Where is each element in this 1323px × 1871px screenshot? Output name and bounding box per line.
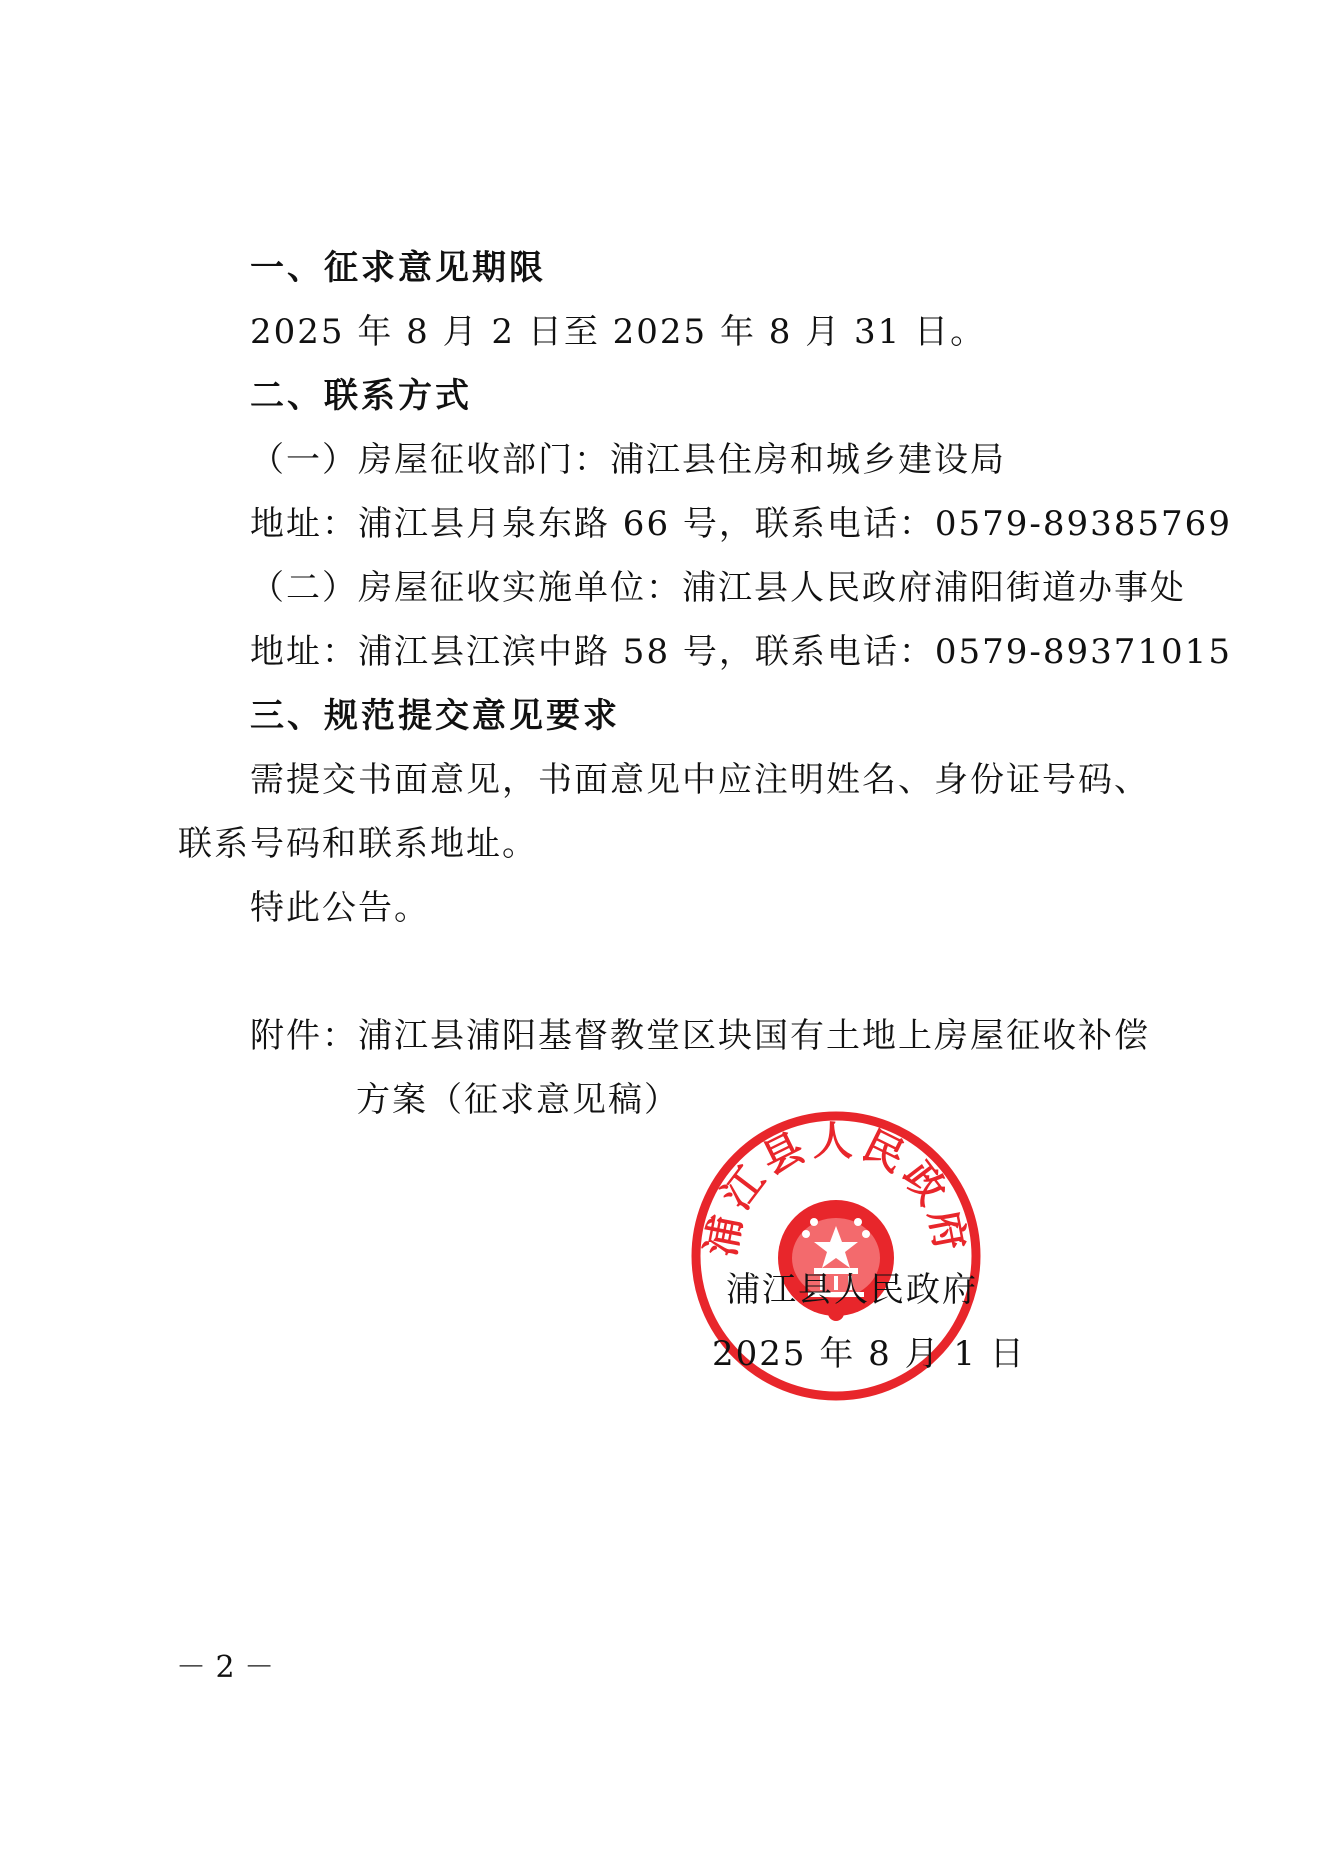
contact-item-1-address: 地址：浦江县月泉东路 66 号，联系电话：0579-89385769: [250, 504, 1232, 544]
attachment-line1: 附件：浦江县浦阳基督教堂区块国有土地上房屋征收补偿: [250, 1016, 1150, 1056]
seal-text: 浦江县人民政府: [698, 1118, 974, 1261]
contact-item-1: （一）房屋征收部门：浦江县住房和城乡建设局: [250, 440, 1006, 480]
section-1-body: 2025 年 8 月 2 日至 2025 年 8 月 31 日。: [250, 312, 987, 352]
contact-item-2: （二）房屋征收实施单位：浦江县人民政府浦阳街道办事处: [250, 568, 1186, 608]
page-number: － 2 －: [176, 1650, 275, 1685]
signing-date: 2025 年 8 月 1 日: [712, 1334, 1026, 1374]
section-1-heading: 一、征求意见期限: [250, 248, 546, 288]
section-3-heading: 三、规范提交意见要求: [250, 696, 620, 736]
contact-item-2-address: 地址：浦江县江滨中路 58 号，联系电话：0579-89371015: [250, 632, 1232, 672]
section-2-heading: 二、联系方式: [250, 376, 472, 416]
section-3-body-line1: 需提交书面意见，书面意见中应注明姓名、身份证号码、: [250, 760, 1150, 800]
closing-statement: 特此公告。: [250, 888, 430, 928]
attachment-line2: 方案（征求意见稿）: [356, 1080, 680, 1120]
signing-organization: 浦江县人民政府: [726, 1270, 978, 1310]
section-3-body-line2: 联系号码和联系地址。: [178, 824, 538, 864]
